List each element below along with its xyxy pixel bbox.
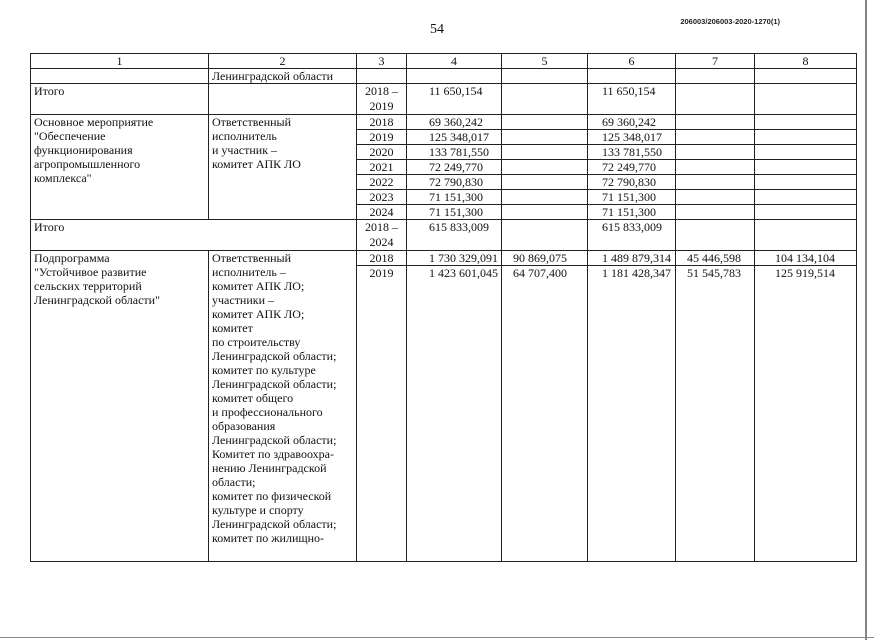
table-cell [502, 175, 588, 190]
table-cell [755, 84, 857, 115]
period-end: 2019 [369, 99, 394, 113]
text-line: исполнитель – [212, 265, 286, 279]
year-cell: 2019 [357, 266, 407, 562]
text-line: комитет [212, 321, 253, 335]
text-line: комитет по физической [212, 489, 332, 503]
total-label: Итого [31, 84, 209, 115]
text-line: Ленинградской области" [34, 293, 160, 307]
text-line: и профессионального [212, 405, 323, 419]
scan-bottom-edge [0, 637, 874, 638]
period-end: 2024 [369, 235, 394, 249]
amount-regional: 72 249,770 [588, 160, 676, 175]
table-cell [676, 84, 755, 115]
table-cell [755, 115, 857, 130]
text-line: комитет по жилищно- [212, 531, 325, 545]
subprogram-executor [209, 251, 357, 562]
text-line: образования [212, 419, 276, 433]
table-cell [755, 175, 857, 190]
table-cell [407, 69, 502, 84]
table-cell [676, 145, 755, 160]
text-line: комплекса" [34, 171, 92, 185]
table-cell [209, 84, 357, 115]
amount-total: 69 360,242 [407, 115, 502, 130]
column-header: 6 [588, 54, 676, 69]
amount-regional: 125 348,017 [588, 130, 676, 145]
period-cell [357, 84, 407, 115]
table-cell [502, 115, 588, 130]
amount-regional: 71 151,300 [588, 205, 676, 220]
text-line: Ленинградской области; [212, 517, 337, 531]
budget-table [30, 53, 857, 562]
total-row [31, 220, 857, 251]
column-header: 8 [755, 54, 857, 69]
table-cell [502, 160, 588, 175]
amount-other: 104 134,104 [755, 251, 857, 266]
document-code: 206003/206003-2020-1270(1) [680, 17, 780, 26]
subprogram-name [31, 251, 209, 562]
table-cell [676, 205, 755, 220]
table-cell [502, 190, 588, 205]
amount-regional: 69 360,242 [588, 115, 676, 130]
table-cell [502, 205, 588, 220]
total-row [31, 84, 857, 115]
text-line: агропромышленного [34, 157, 141, 171]
text-line: и участник – [212, 143, 278, 157]
column-number-row [31, 54, 857, 69]
amount-total: 11 650,154 [407, 84, 502, 115]
text-line: функционирования [34, 143, 133, 157]
text-line: Ответственный [212, 251, 292, 265]
text-line: участники – [212, 293, 275, 307]
amount-total: 125 348,017 [407, 130, 502, 145]
page-number: 54 [430, 22, 444, 37]
executor-cell: Ленинградской области [209, 69, 357, 84]
amount-total: 1 730 329,091 [407, 251, 502, 266]
subprogram-row [31, 251, 857, 266]
activity-name [31, 115, 209, 220]
text-line: Ответственный [212, 115, 292, 129]
text-line: Подпрограмма [34, 251, 110, 265]
column-header: 7 [676, 54, 755, 69]
amount-federal: 90 869,075 [502, 251, 588, 266]
amount-total: 133 781,550 [407, 145, 502, 160]
table-cell [502, 84, 588, 115]
table-cell [676, 175, 755, 190]
table-cell [755, 205, 857, 220]
table-cell [676, 69, 755, 84]
text-line: комитет общего [212, 391, 294, 405]
amount-total: 71 151,300 [407, 205, 502, 220]
table-cell [502, 69, 588, 84]
text-line: исполнитель [212, 129, 277, 143]
text-line: Ленинградской области; [212, 377, 337, 391]
text-line: сельских территорий [34, 279, 142, 293]
text-line: Основное мероприятие [34, 115, 154, 129]
table-cell [755, 145, 857, 160]
text-line: комитет АПК ЛО; [212, 279, 305, 293]
text-line: области; [212, 475, 256, 489]
text-line: Ленинградской области; [212, 349, 337, 363]
year-cell: 2018 [357, 115, 407, 130]
table-cell [588, 69, 676, 84]
amount-local: 51 545,783 [676, 266, 755, 562]
amount-total: 1 423 601,045 [407, 266, 502, 562]
amount-total: 72 249,770 [407, 160, 502, 175]
amount-regional: 1 181 428,347 [588, 266, 676, 562]
continuation-row [31, 69, 857, 84]
table-cell [676, 190, 755, 205]
period-start: 2018 – [365, 84, 398, 98]
amount-local: 45 446,598 [676, 251, 755, 266]
table-cell [755, 190, 857, 205]
amount-total: 71 151,300 [407, 190, 502, 205]
year-cell: 2022 [357, 175, 407, 190]
column-header: 4 [407, 54, 502, 69]
text-line: "Устойчивое развитие [34, 265, 147, 279]
text-line: Ленинградской области; [212, 433, 337, 447]
table-cell [755, 69, 857, 84]
period-start: 2018 – [365, 220, 398, 234]
year-cell: 2021 [357, 160, 407, 175]
table-cell [676, 115, 755, 130]
text-line: комитет АПК ЛО; [212, 307, 305, 321]
text-line: комитет АПК ЛО [212, 157, 301, 171]
amount-regional: 71 151,300 [588, 190, 676, 205]
activity-executor [209, 115, 357, 220]
year-cell: 2019 [357, 130, 407, 145]
column-header: 5 [502, 54, 588, 69]
table-cell [755, 160, 857, 175]
table-cell [502, 130, 588, 145]
year-cell: 2024 [357, 205, 407, 220]
total-label: Итого [31, 220, 357, 251]
text-line: нению Ленинградской [212, 461, 327, 475]
amount-total: 72 790,830 [407, 175, 502, 190]
amount-regional: 11 650,154 [588, 84, 676, 115]
year-cell: 2020 [357, 145, 407, 160]
table-cell [676, 160, 755, 175]
text-line: "Обеспечение [34, 129, 106, 143]
text-line: Комитет по здравоохра- [212, 447, 334, 461]
year-cell: 2023 [357, 190, 407, 205]
amount-regional: 1 489 879,314 [588, 251, 676, 266]
table-cell [755, 220, 857, 251]
text-line: культуре и спорту [212, 503, 304, 517]
activity-row [31, 115, 857, 130]
table-cell [676, 130, 755, 145]
amount-total: 615 833,009 [407, 220, 502, 251]
amount-regional: 72 790,830 [588, 175, 676, 190]
column-header: 2 [209, 54, 357, 69]
table-cell [502, 145, 588, 160]
text-line: по строительству [212, 335, 301, 349]
scan-edge [865, 0, 867, 640]
table-cell [357, 69, 407, 84]
column-header: 3 [357, 54, 407, 69]
table-cell [676, 220, 755, 251]
column-header: 1 [31, 54, 209, 69]
text-line: комитет по культуре [212, 363, 316, 377]
table-cell [31, 69, 209, 84]
table-cell [502, 220, 588, 251]
amount-regional: 133 781,550 [588, 145, 676, 160]
amount-regional: 615 833,009 [588, 220, 676, 251]
amount-federal: 64 707,400 [502, 266, 588, 562]
table-cell [755, 130, 857, 145]
year-cell: 2018 [357, 251, 407, 266]
period-cell [357, 220, 407, 251]
amount-other: 125 919,514 [755, 266, 857, 562]
